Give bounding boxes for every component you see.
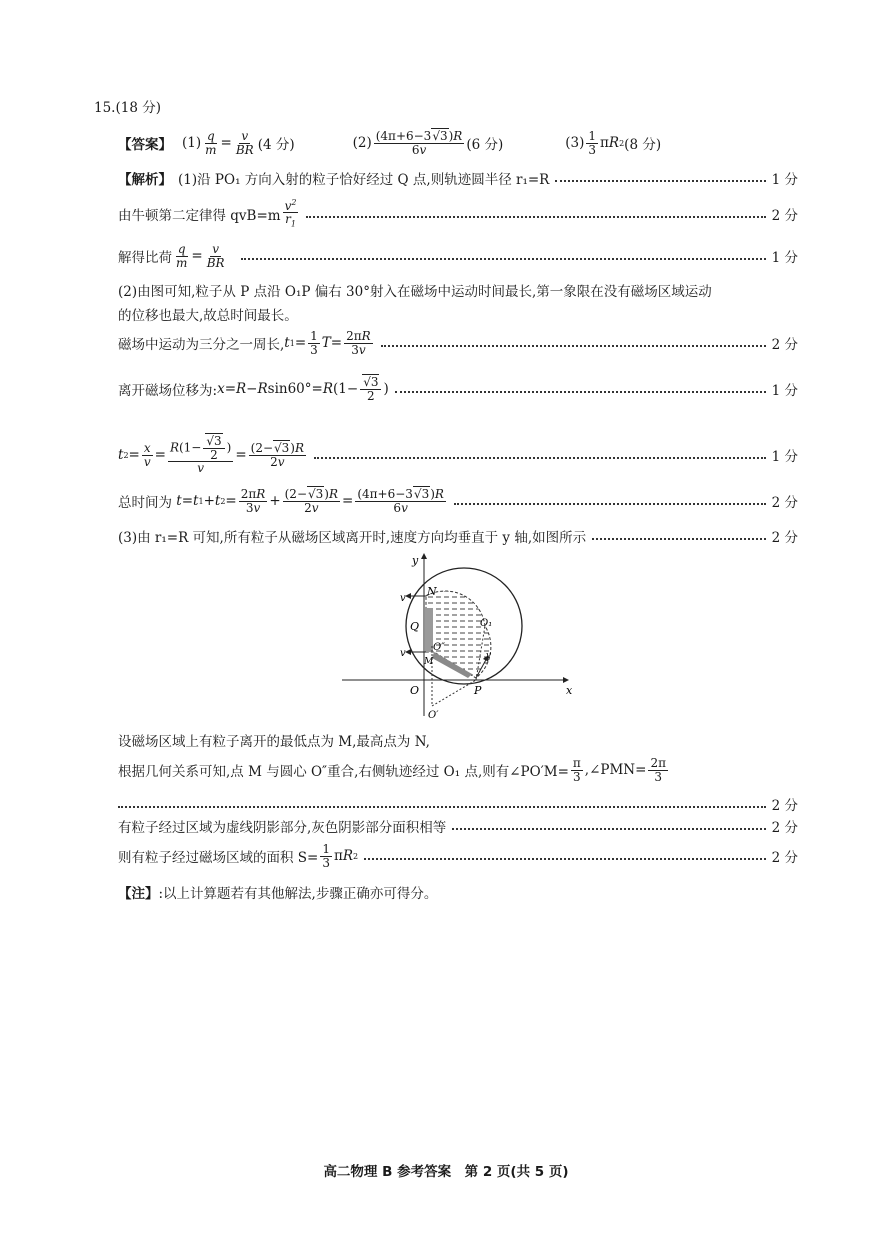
solution-line-12 — [118, 794, 798, 814]
solution-line-3: 解得比荷 $\frac{q}{m}$ = $\frac{v}{BR}$ 1 分 — [118, 241, 798, 270]
problem-heading — [94, 96, 774, 116]
answer-3-prefix: (3) — [565, 135, 585, 151]
line-7-score: 1 分 — [771, 449, 798, 465]
solution-line-13 — [118, 816, 798, 836]
solution-line-4a — [118, 280, 798, 300]
line-8-score: 2 分 — [771, 495, 798, 511]
solution-line-2 — [118, 196, 798, 232]
leader-dots — [454, 503, 766, 505]
line-13-text: 有粒子经过区域为虚线阴影部分,灰色阴影部分面积相等 — [118, 820, 447, 836]
label-o-double-prime: O″ — [433, 642, 445, 653]
label-m: M — [424, 657, 434, 667]
answer-3-formula: $\frac{1}{3}$ — [588, 128, 597, 157]
line-14-text: 则有粒子经过磁场区域的面积 S= — [118, 850, 319, 866]
answer-tag: 【答案】 — [118, 137, 172, 153]
line-1-text: (1)沿 PO₁ 方向入射的粒子恰好经过 Q 点,则轨迹圆半径 r₁=R — [178, 172, 550, 188]
line-5-text: 磁场中运动为三分之一周长, — [118, 337, 285, 353]
answer-3-score: (8 分) — [624, 137, 662, 153]
solution-line-8: 总时间为 t = t 1 + t 2 = $\frac{2\pi R}{3v}$ + $\frac{(2-√3)R}{2v}$ = $\frac{(4\pi+6-3√3)R}{6v}$ 2 分 — [118, 486, 798, 515]
leader-dots — [314, 457, 766, 459]
gray-strip-left — [425, 608, 433, 652]
line-5-score: 2 分 — [771, 337, 798, 353]
analysis-tag: 【解析】 — [118, 172, 172, 188]
line-4a-text: (2)由图可知,粒子从 P 点沿 O₁P 偏右 30°射入在磁场中运动时间最长,第一象限在没有磁场区域运动 — [118, 284, 712, 300]
note-tag: 【注】 — [118, 886, 159, 902]
page-footer: 高二物理 B 参考答案 第 2 页(共 5 页) — [323, 1164, 569, 1180]
label-o1: O₁ — [480, 618, 493, 629]
line-5-formula: $\frac{2\pi R}{3v}$ — [346, 328, 371, 357]
answer-2-score: (6 分) — [466, 137, 504, 153]
heading-text: 15.(18 分) — [94, 100, 161, 116]
solution-line-7: t 2 = $\frac{x}{v}$ = R(1− $\frac{√3}{2}$ ) v = $\frac{(2-√3)R}{2v}$ 1 分 — [118, 434, 798, 476]
solution-line-1 — [118, 168, 798, 188]
line-1-score: 1 分 — [771, 172, 798, 188]
solution-line-5: 磁场中运动为三分之一周长, t 1 = $\frac{1}{3}$ T = $\frac{2\pi R}{3v}$ 2 分 — [118, 328, 798, 357]
hatched-region — [426, 591, 491, 678]
answer-1-prefix: (1) — [182, 135, 202, 151]
leader-dots — [306, 216, 765, 218]
leader-dots — [395, 391, 766, 393]
line-6-score: 1 分 — [771, 383, 798, 399]
solution-line-6: 离开磁场位移为: x = R − R sin60°= R (1− $\frac{√3}{2}$ ) 1 分 — [118, 374, 798, 403]
label-y: y — [412, 554, 419, 567]
solution-line-4b — [118, 304, 798, 324]
leader-dots — [381, 345, 766, 347]
label-o-prime: O′ — [428, 710, 439, 721]
line-3-formula: $\frac{q}{m}$ — [176, 241, 188, 270]
trajectory-diagram — [340, 546, 580, 722]
line-2-text: 由牛顿第二定律得 qvB=m — [118, 208, 281, 224]
line-2-formula: $\frac{v^2}{r_1}$ — [284, 197, 297, 229]
leader-dots — [118, 806, 766, 808]
leader-dots — [452, 828, 765, 830]
line-12-score: 2 分 — [771, 798, 798, 814]
line-2-score: 2 分 — [771, 208, 798, 224]
line-6-text: 离开磁场位移为: — [118, 383, 218, 399]
line-11-mid: ,∠PMN= — [584, 762, 647, 778]
line-10-text: 设磁场区域上有粒子离开的最低点为 M,最高点为 N, — [118, 734, 430, 750]
answer-1-formula: $\frac{q}{m}$ — [205, 128, 217, 157]
line-4b-text: 的位移也最大,故总时间最长。 — [118, 308, 298, 324]
answer-1-score: (4 分) — [257, 137, 295, 153]
leader-dots — [241, 258, 766, 260]
note-line — [118, 882, 798, 902]
line-11-text: 根据几何关系可知,点 M 与圆心 O″重合,右侧轨迹经过 O₁ 点,则有∠PO′M= — [118, 764, 569, 780]
solution-line-14: 则有粒子经过磁场区域的面积 S= $\frac{1}{3}$ π R 2 2 分 — [118, 841, 798, 870]
label-o: O — [410, 684, 420, 697]
leader-dots — [555, 180, 765, 182]
leader-dots — [592, 538, 765, 540]
line-8-formula: $\frac{(4\pi+6-3√3)R}{6v}$ — [357, 486, 444, 515]
solution-line-10 — [118, 730, 798, 750]
label-p: P — [474, 684, 482, 697]
label-n: N — [427, 585, 437, 598]
note-text: :以上计算题若有其他解法,步骤正确亦可得分。 — [158, 886, 438, 902]
line-3-text: 解得比荷 — [118, 250, 172, 266]
label-v-top: v — [400, 593, 406, 604]
line-7-formula: R(1− $\frac{√3}{2}$ ) v — [169, 434, 232, 476]
solution-line-9 — [118, 526, 798, 546]
line-3-score: 1 分 — [771, 250, 798, 266]
line-14-score: 2 分 — [771, 850, 798, 866]
label-v-mid: v — [400, 648, 406, 659]
line-13-score: 2 分 — [771, 820, 798, 836]
line-9-score: 2 分 — [771, 530, 798, 546]
answer-line: 【答案】 (1) $\frac{q}{m}$ = $\frac{v}{BR}$ (4 分) (2) $\frac{(4\pi+6-3√3)R}{6v}$ (6 分) (3) $\frac{1}{3}$ π R 2 (8 分) — [118, 128, 662, 157]
answer-2-prefix: (2) — [352, 135, 372, 151]
leader-dots — [364, 858, 765, 860]
line-8-text: 总时间为 — [118, 495, 172, 511]
line-9-text: (3)由 r₁=R 可知,所有粒子从磁场区域离开时,速度方向均垂直于 y 轴,如图所示 — [118, 530, 587, 546]
label-q: Q — [410, 620, 420, 633]
solution-line-11: 根据几何关系可知,点 M 与圆心 O″重合,右侧轨迹经过 O₁ 点,则有∠PO′M= $\frac{\pi}{3}$ ,∠PMN= $\frac{2\pi}{3}$ — [118, 755, 666, 784]
label-x: x — [566, 684, 573, 697]
label-v-p: v — [486, 651, 492, 661]
answer-2-formula: $\frac{(4\pi+6-3√3)R}{6v}$ — [375, 128, 463, 157]
